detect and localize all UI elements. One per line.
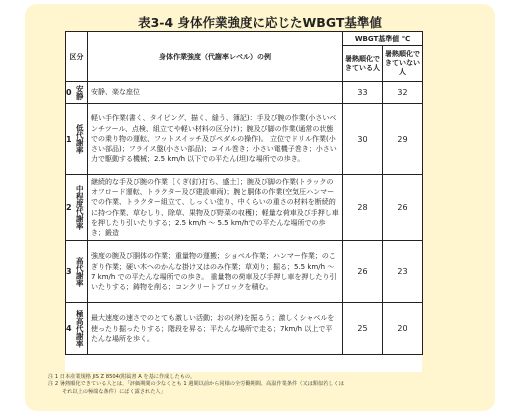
category-number: 2: [66, 203, 72, 213]
header-example: 身体作業強度（代謝率レベル）の例: [88, 32, 343, 82]
category-cell: [66, 303, 88, 355]
example-text: 強度の腕及び胴体の作業；重量物の運搬；ショベル作業；ハンマー作業；のこぎり作業；硬い木へのかんな掛け又はのみ作業；草刈り；掘る；5.5 km/h ～ 7 km/h での平たんな場所での歩き。 重量物の荷車及び手押し車を押したり引いたりする；鋳物を削る；コンクリートブロックを積む。: [88, 241, 343, 303]
header-category: 区分: [66, 32, 88, 82]
not-acclimated-value: 23: [383, 241, 423, 303]
footnotes: [48, 374, 458, 396]
not-acclimated-value: 20: [383, 303, 423, 355]
category-cell: [66, 82, 88, 104]
category-number: 0: [66, 88, 72, 97]
footnote: それ以上の極端な条件）にばく露された人」: [62, 388, 166, 395]
table-row: [66, 241, 423, 303]
header-not-acclimated: 暑熱順化できていない人: [383, 46, 423, 82]
category-label: 低代謝率: [75, 124, 85, 154]
category-label: 高代謝率: [75, 256, 85, 287]
acclimated-value: 30: [343, 104, 383, 175]
acclimated-value: 28: [343, 175, 383, 241]
table-row: [66, 104, 423, 175]
header-wbgt: WBGT基準値 ℃: [343, 32, 423, 46]
table-row: [66, 82, 423, 104]
category-cell: [66, 175, 88, 241]
not-acclimated-value: 32: [383, 82, 423, 104]
category-label: 中程度代謝率: [75, 185, 85, 231]
category-cell: [66, 241, 88, 303]
example-text: 安静、楽な座位: [88, 82, 343, 104]
table-title: 表3-4 身体作業強度に応じたWBGT基準値: [138, 15, 382, 30]
category-number: 4: [66, 324, 72, 334]
wbgt-table: [65, 31, 423, 355]
footnote: 注 2 暑熱順化できている人とは、「評価期間の少なくとも 1 週間以前から同様の全労働期間、高温作業条件（又は類似若しくは: [48, 381, 344, 388]
category-label: 安静: [75, 85, 85, 100]
category-number: 1: [66, 134, 72, 144]
table-row: [66, 303, 423, 355]
not-acclimated-value: 29: [383, 104, 423, 175]
table-panel: [25, 4, 495, 411]
example-text: 継続的な手及び腕の作業［くぎ(釘)打ち、盛土］；腕及び脚の作業(トラックのオフロード運転、トラクター及び建設車両)；腕と胴体の作業(空気圧ハンマーでの作業、トラクター組立て、しっくい塗り、中くらいの重さの材料を断続的に持つ作業、草むしり、除草、果物及び野菜の収穫)；軽量な荷車及び手押し車を押したり引いたりする；2.5 km/h ～ 5.5 km/hでの平たんな場所での歩き；鍛造: [88, 175, 343, 241]
category-label: 極高代謝率: [75, 309, 85, 348]
example-text: 軽い手作業(書く、タイピング、描く、縫う、簿記)：手及び腕の作業(小さいベンチツール、点検、組立てや軽い材料の区分け)；腕及び脚の作業(通常の状態での乗り物の運転、フットスイッチ及びペダルの操作)。 立位でドリル作業(小さい部品)；フライス盤(小さい部品)；コイル巻き；小さい電機子巻き；小さい力で駆動する機械；2.5 km/h 以下での平たん(坦)な場所での歩き。: [88, 104, 343, 175]
header-acclimated: 暑熱順化できている人: [343, 46, 383, 82]
category-cell: [66, 104, 88, 175]
category-number: 3: [66, 267, 72, 277]
not-acclimated-value: 26: [383, 175, 423, 241]
table-row: [66, 175, 423, 241]
acclimated-value: 26: [343, 241, 383, 303]
acclimated-value: 25: [343, 303, 383, 355]
footnote: 注 1 日本産業規格 JIS Z 8504(附属書 A を基に作成したもの。: [48, 374, 196, 380]
wbgt-table-container: [65, 31, 422, 372]
example-text: 最大速度の速さでのとても激しい活動；おの(斧)を振るう；激しくシャベルを使ったり掘ったりする；階段を昇る；平たんな場所で走る；7km/h 以上で平たんな場所を歩く。: [88, 303, 343, 355]
acclimated-value: 33: [343, 82, 383, 104]
